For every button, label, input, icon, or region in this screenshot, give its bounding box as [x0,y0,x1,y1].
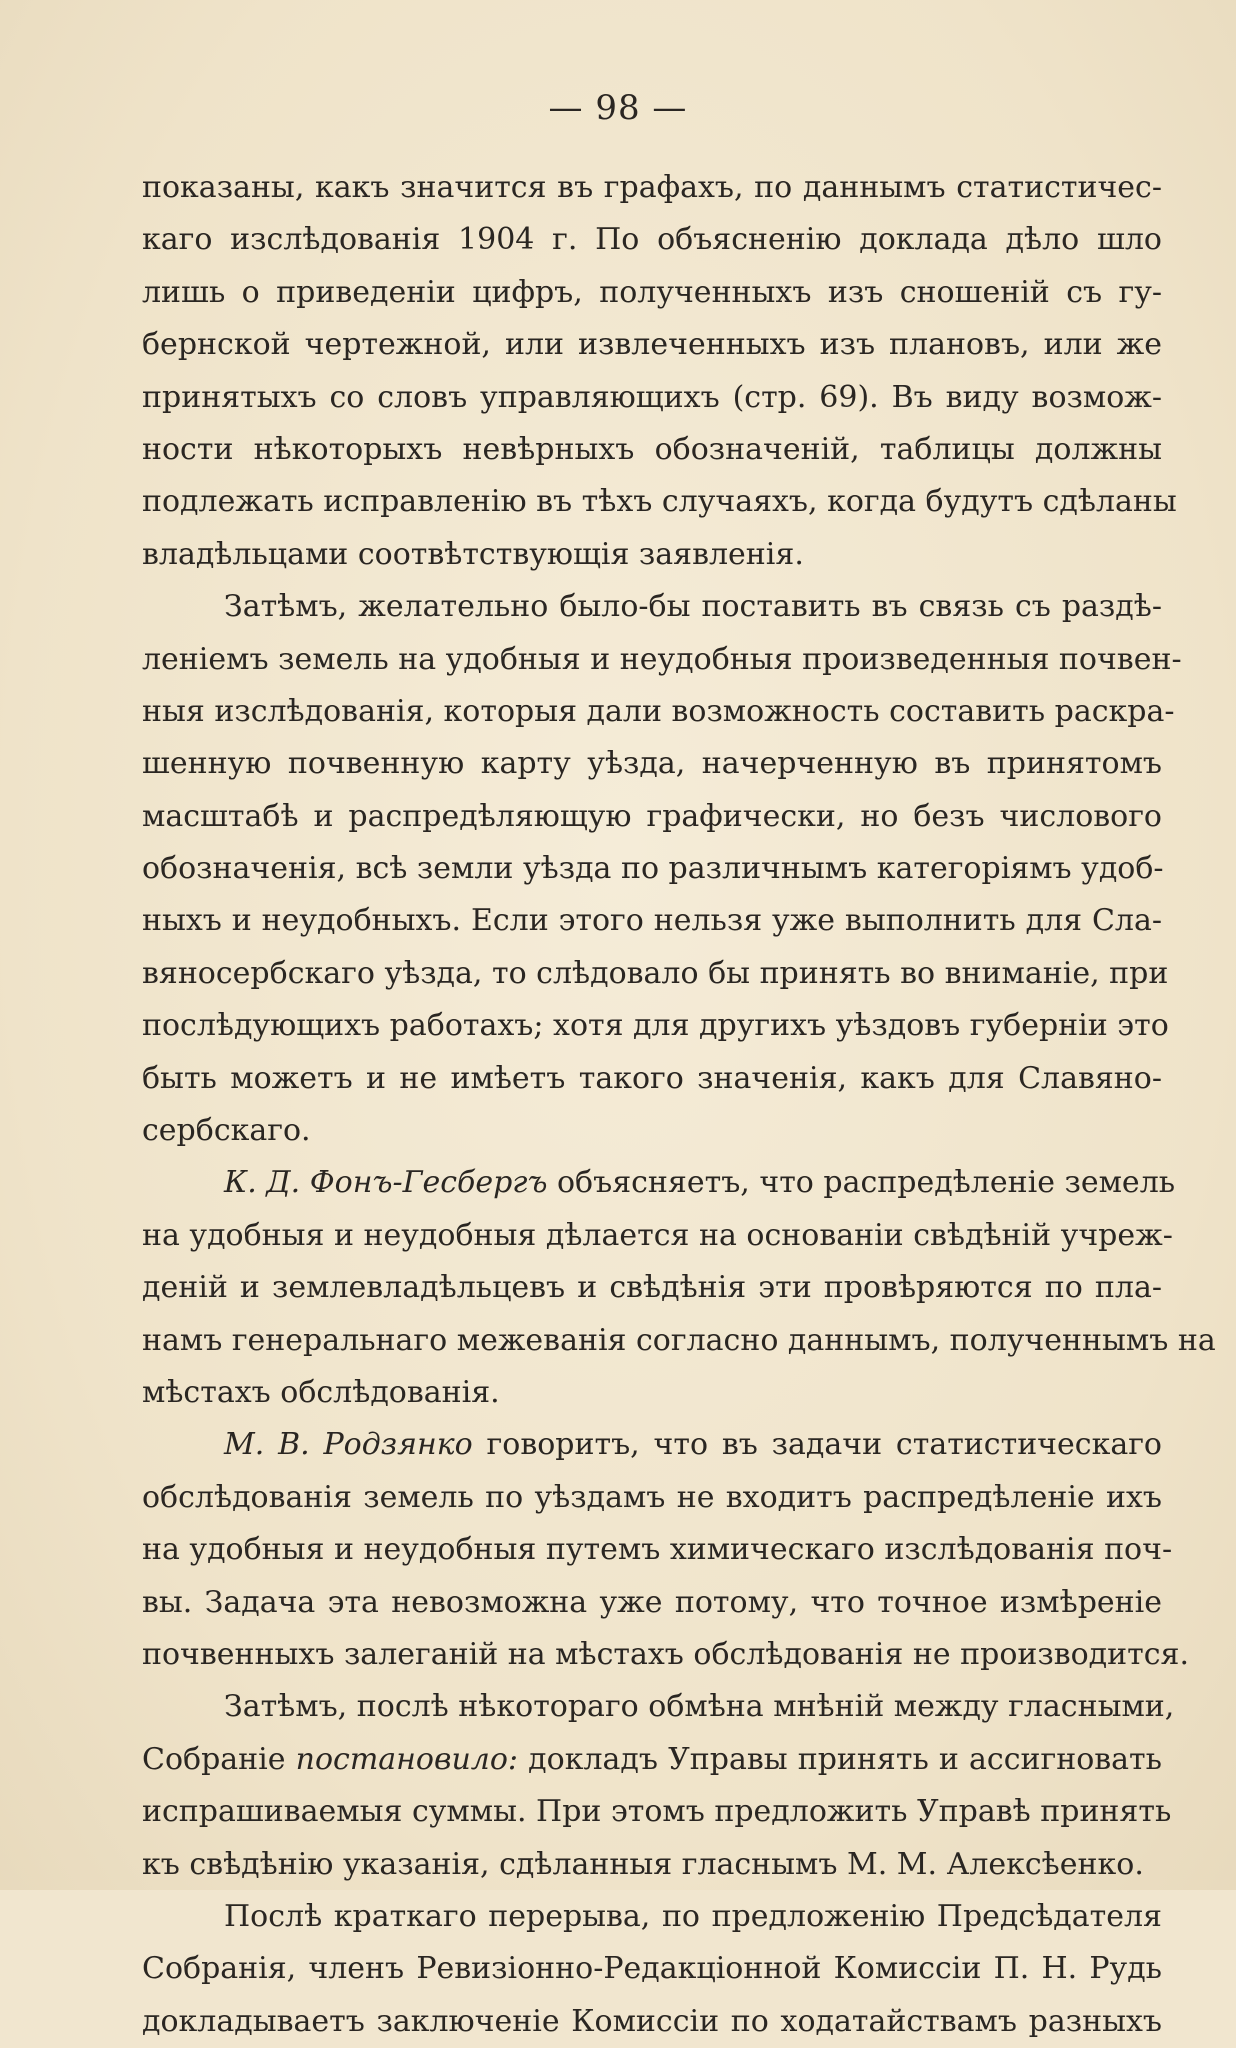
text-segment: обозначенія, всѣ земли уѣзда по различнымъ категоріямъ удоб- [142,851,1164,887]
text-line [142,1524,1173,1576]
text-line [142,1734,1162,1786]
text-segment: показаны, какъ значится въ графахъ, по даннымъ статистичес- [142,170,1162,205]
text-line [142,1157,1176,1209]
text-segment: говоритъ, что въ задачи статистическаго [472,1427,1162,1463]
text-segment: мѣстахъ обслѣдованія. [142,1374,500,1410]
text-line [142,1996,1162,2048]
text-line [142,1419,1162,1471]
text-line [142,634,1182,686]
text-segment: ности нѣкоторыхъ невѣрныхъ обозначеній, таблицы должны [142,431,1162,467]
text-segment: испрашиваемыя суммы. При этомъ предложить Управѣ принять [142,1794,1172,1830]
text-segment: каго изслѣдованія 1904 г. По объясненію доклада дѣло шло [142,222,1162,258]
text-segment: ныя изслѣдованія, которыя дали возможность составить раскра- [142,693,1175,729]
text-line [142,948,1169,1000]
text-line [142,1315,1216,1367]
text-line [142,214,1162,266]
text-line [142,319,1162,371]
text-line [142,1891,1162,1943]
text-segment: шенную почвенную карту уѣзда, начерченную въ принятомъ [142,746,1162,782]
speaker-name: К. Д. Фонъ-Гесбергъ [224,1165,548,1201]
text-line [142,1943,1162,1995]
text-segment: вяносербскаго уѣзда, то слѣдовало бы принять во вниманіе, при [142,955,1169,991]
text-line [142,895,1162,947]
text-segment: ныхъ и неудобныхъ. Если этого нельзя уже выполнить для Сла- [142,903,1162,939]
text-segment: вы. Задача эта невозможна уже потому, что точное измѣреніе [142,1584,1162,1620]
text-line [142,686,1175,738]
text-line [142,1000,1169,1052]
text-line [142,738,1162,790]
text-line [142,1105,1162,1157]
text-segment: Собраніе [142,1741,296,1777]
text-segment: намъ генеральнаго межеванія согласно даннымъ, полученнымъ на [142,1322,1216,1358]
text-segment: почвенныхъ залеганій на мѣстахъ обслѣдованія не производится. [142,1636,1190,1672]
text-line [142,1053,1162,1105]
text-line [142,424,1162,476]
text-line [142,372,1162,424]
text-segment: быть можетъ и не имѣетъ такого значенія, какъ для Славяно- [142,1060,1162,1096]
text-segment: деній и землевладѣльцевъ и свѣдѣнія эти провѣряются по пла- [142,1270,1162,1306]
text-segment: сербскаго. [142,1113,311,1149]
text-line [142,581,1162,633]
text-line [142,1367,1162,1419]
text-line [142,529,1162,581]
text-segment: объясняетъ, что распредѣленіе земель [547,1165,1176,1201]
text-line [142,1262,1162,1314]
text-line [142,1629,1190,1681]
text-segment: на удобныя и неудобныя путемъ химическаго изслѣдованія поч- [142,1532,1173,1568]
text-line [142,476,1177,528]
text-segment: Затѣмъ, желательно было-бы поставить въ связь съ раздѣ- [224,589,1162,625]
text-segment: на удобныя и неудобныя дѣлается на основаніи свѣдѣній учреж- [142,1217,1173,1253]
text-segment: докладываетъ заключеніе Комиссіи по ходатайствамъ разныхъ [142,2003,1162,2039]
text-segment: обслѣдованія земель по уѣздамъ не входитъ распредѣленіе ихъ [142,1479,1162,1515]
text-line [142,843,1162,895]
text-segment: послѣдующихъ работахъ; хотя для другихъ уѣздовъ губерніи это [142,1008,1169,1044]
text-segment: лишь о приведеніи цифръ, полученныхъ изъ сношеній съ гу- [142,274,1162,310]
text-line [142,1681,1175,1733]
text-segment: бернской чертежной, или извлеченныхъ изъ плановъ, или же [142,327,1162,363]
text-segment: леніемъ земель на удобныя и неудобныя произведенныя почвен- [142,641,1182,677]
text-segment: принятыхъ со словъ управляющихъ (стр. 69). Въ виду возмож- [142,379,1162,415]
text-line [142,791,1162,843]
text-line [142,1577,1162,1629]
speaker-name: постановило: [295,1741,519,1777]
text-segment: докладъ Управы принять и ассигновать [518,1741,1162,1777]
text-line [142,1210,1173,1262]
text-segment: Собранія, членъ Ревизіонно-Редакціонной Комиссіи П. Н. Рудь [142,1951,1162,1987]
speaker-name: М. В. Родзянко [224,1427,473,1463]
text-segment: Затѣмъ, послѣ нѣкотораго обмѣна мнѣній между гласными, [224,1689,1175,1725]
text-line [142,1839,1162,1891]
text-segment: подлежать исправленію въ тѣхъ случаяхъ, когда будутъ сдѣланы [142,484,1177,520]
text-segment: къ свѣдѣнію указанія, сдѣланныя гласнымъ М. М. Алексѣенко. [142,1846,1144,1882]
text-segment: владѣльцами соотвѣтствующія заявленія. [142,536,804,572]
text-line [142,267,1162,319]
body-text [142,162,1216,2048]
text-segment: Послѣ краткаго перерыва, по предложенію Предсѣдателя [224,1898,1162,1934]
text-line [142,1786,1172,1838]
page-number: — 98 — [548,88,688,128]
text-line [142,162,1162,214]
text-line [142,1472,1162,1524]
text-segment: масштабѣ и распредѣляющую графически, но безъ числового [142,798,1162,834]
